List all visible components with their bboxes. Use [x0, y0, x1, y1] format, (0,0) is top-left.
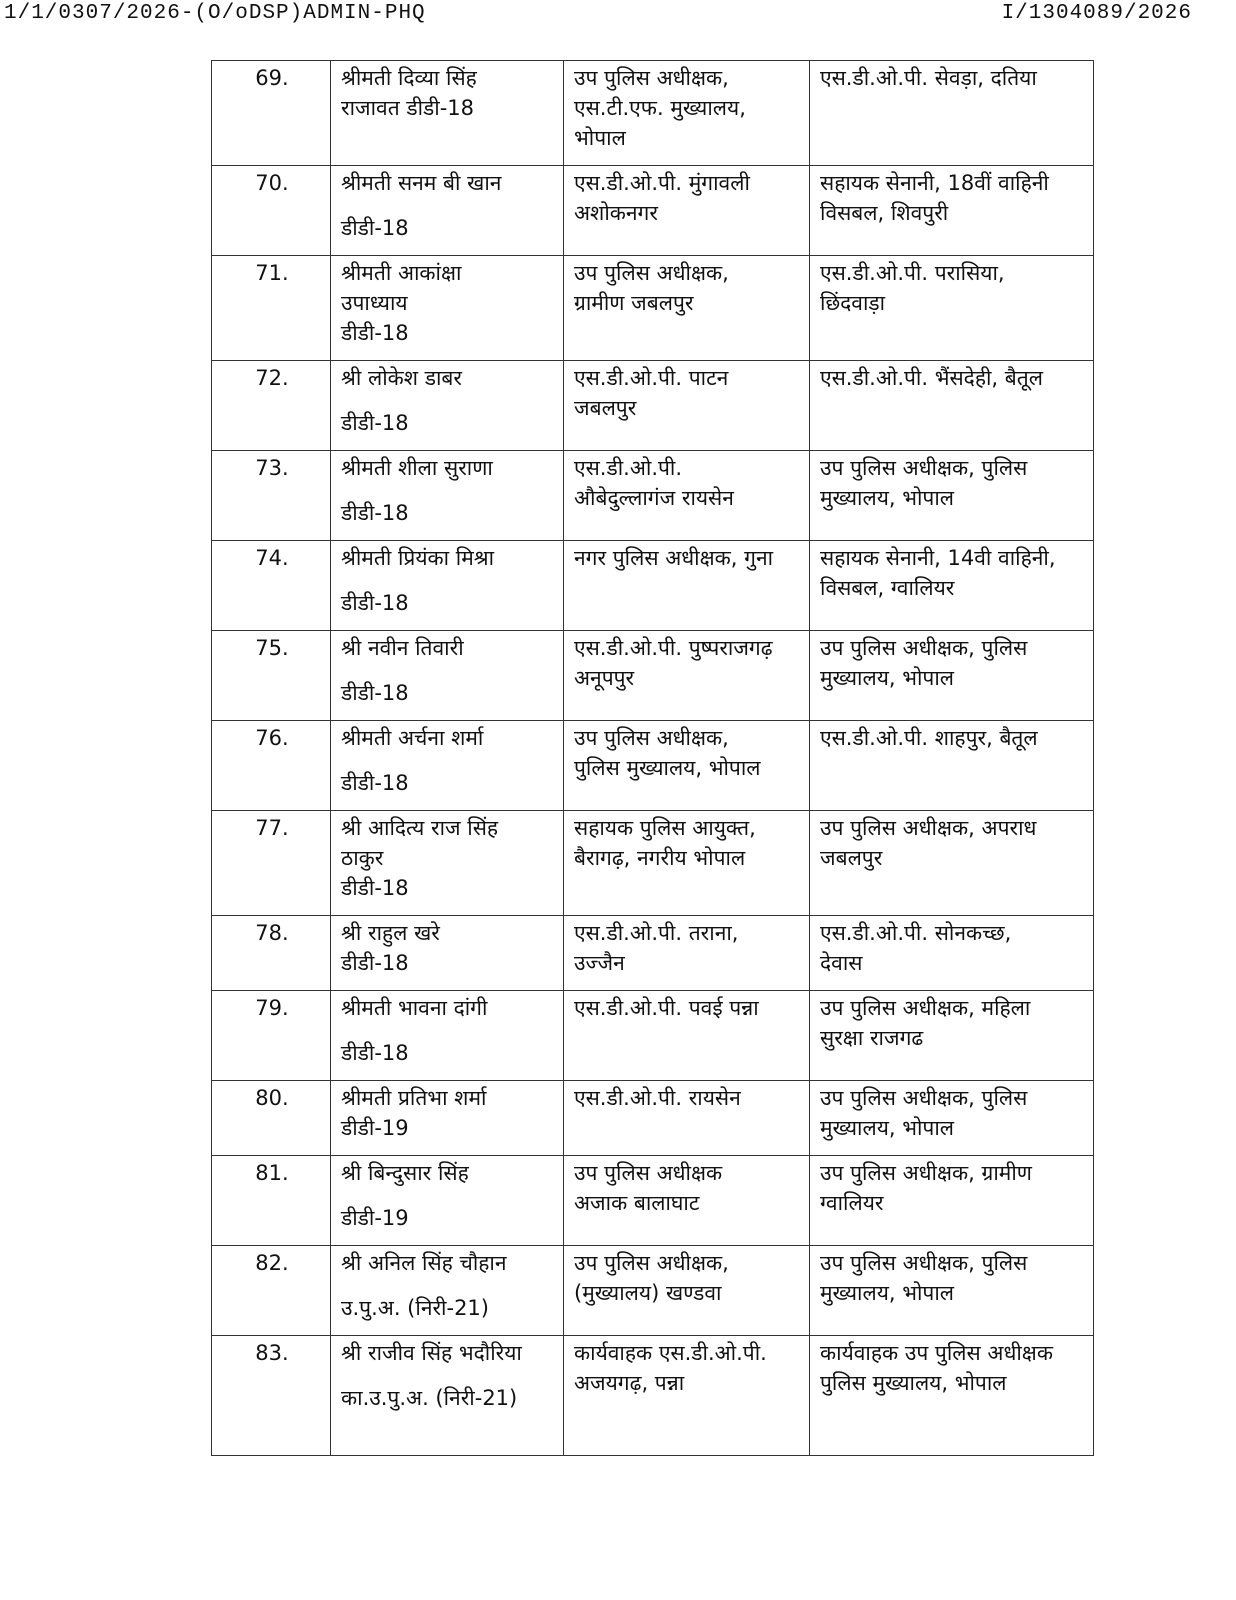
transfer-table-body	[212, 61, 1094, 1456]
table-row	[212, 721, 1094, 811]
table-row	[212, 166, 1094, 256]
officer-designation: डीडी-18	[341, 1041, 409, 1065]
serial-number: 80.	[212, 1081, 331, 1156]
serial-number: 74.	[212, 541, 331, 631]
table-row	[212, 916, 1094, 991]
officer-cell	[331, 451, 564, 541]
table-row	[212, 361, 1094, 451]
new-posting: सहायक सेनानी, 18वीं वाहिनी विसबल, शिवपुरी	[810, 166, 1094, 256]
officer-cell	[331, 541, 564, 631]
new-posting: उप पुलिस अधीक्षक, पुलिस मुख्यालय, भोपाल	[810, 1081, 1094, 1156]
officer-cell	[331, 811, 564, 916]
officer-name: श्री नवीन तिवारी	[341, 636, 464, 660]
table-row	[212, 256, 1094, 361]
current-posting: एस.डी.ओ.पी. औबेदुल्लागंज रायसेन	[564, 451, 810, 541]
serial-number: 83.	[212, 1336, 331, 1456]
officer-name: श्री बिन्दुसार सिंह	[341, 1161, 469, 1185]
serial-number: 70.	[212, 166, 331, 256]
serial-number: 81.	[212, 1156, 331, 1246]
officer-name: श्री आदित्य राज सिंह ठाकुर डीडी-18	[341, 816, 499, 900]
officer-name: श्री राजीव सिंह भदौरिया	[341, 1341, 522, 1365]
officer-cell	[331, 721, 564, 811]
table-row	[212, 811, 1094, 916]
serial-number: 73.	[212, 451, 331, 541]
officer-name: श्रीमती प्रियंका मिश्रा	[341, 546, 495, 570]
officer-designation: डीडी-18	[341, 591, 409, 615]
new-posting: उप पुलिस अधीक्षक, ग्रामीण ग्वालियर	[810, 1156, 1094, 1246]
officer-cell	[331, 166, 564, 256]
new-posting: एस.डी.ओ.पी. सोनकच्छ, देवास	[810, 916, 1094, 991]
officer-cell	[331, 991, 564, 1081]
officer-designation: डीडी-18	[341, 771, 409, 795]
table-row	[212, 541, 1094, 631]
new-posting: कार्यवाहक उप पुलिस अधीक्षक पुलिस मुख्यालय, भोपाल	[810, 1336, 1094, 1456]
current-posting: एस.डी.ओ.पी. मुंगावली अशोकनगर	[564, 166, 810, 256]
officer-name: श्री राहुल खरे डीडी-18	[341, 921, 440, 975]
officer-name: श्रीमती प्रतिभा शर्मा डीडी-19	[341, 1086, 487, 1140]
serial-number: 75.	[212, 631, 331, 721]
current-posting: उप पुलिस अधीक्षक, (मुख्यालय) खण्डवा	[564, 1246, 810, 1336]
current-posting: नगर पुलिस अधीक्षक, गुना	[564, 541, 810, 631]
current-posting: उप पुलिस अधीक्षक, ग्रामीण जबलपुर	[564, 256, 810, 361]
new-posting: उप पुलिस अधीक्षक, महिला सुरक्षा राजगढ	[810, 991, 1094, 1081]
table-row	[212, 61, 1094, 166]
new-posting: उप पुलिस अधीक्षक, पुलिस मुख्यालय, भोपाल	[810, 631, 1094, 721]
officer-name: श्री अनिल सिंह चौहान	[341, 1251, 507, 1275]
new-posting: एस.डी.ओ.पी. भैंसदेही, बैतूल	[810, 361, 1094, 451]
new-posting: उप पुलिस अधीक्षक, पुलिस मुख्यालय, भोपाल	[810, 1246, 1094, 1336]
officer-designation: उ.पु.अ. (निरी-21)	[341, 1296, 489, 1320]
new-posting: एस.डी.ओ.पी. परासिया, छिंदवाड़ा	[810, 256, 1094, 361]
serial-number: 79.	[212, 991, 331, 1081]
officer-designation: डीडी-18	[341, 681, 409, 705]
officer-designation: डीडी-18	[341, 501, 409, 525]
current-posting: सहायक पुलिस आयुक्त, बैरागढ़, नगरीय भोपाल	[564, 811, 810, 916]
current-posting: एस.डी.ओ.पी. तराना, उज्जैन	[564, 916, 810, 991]
table-row	[212, 631, 1094, 721]
officer-cell	[331, 1336, 564, 1456]
officer-designation: का.उ.पु.अ. (निरी-21)	[341, 1386, 518, 1410]
table-row	[212, 1156, 1094, 1246]
table-row	[212, 451, 1094, 541]
serial-number: 69.	[212, 61, 331, 166]
serial-number: 77.	[212, 811, 331, 916]
officer-designation: डीडी-18	[341, 216, 409, 240]
officer-cell	[331, 916, 564, 991]
current-posting: उप पुलिस अधीक्षक अजाक बालाघाट	[564, 1156, 810, 1246]
current-posting: एस.डी.ओ.पी. रायसेन	[564, 1081, 810, 1156]
officer-cell	[331, 1081, 564, 1156]
new-posting: उप पुलिस अधीक्षक, पुलिस मुख्यालय, भोपाल	[810, 451, 1094, 541]
serial-number: 78.	[212, 916, 331, 991]
current-posting: उप पुलिस अधीक्षक, पुलिस मुख्यालय, भोपाल	[564, 721, 810, 811]
officer-name: श्रीमती शीला सुराणा	[341, 456, 493, 480]
table-row	[212, 991, 1094, 1081]
officer-designation: डीडी-19	[341, 1206, 409, 1230]
serial-number: 76.	[212, 721, 331, 811]
table-row	[212, 1246, 1094, 1336]
table-row	[212, 1081, 1094, 1156]
document-reference: I/1304089/2026	[1001, 2, 1192, 25]
current-posting: एस.डी.ओ.पी. पाटन जबलपुर	[564, 361, 810, 451]
officer-cell	[331, 631, 564, 721]
serial-number: 72.	[212, 361, 331, 451]
officer-cell	[331, 61, 564, 166]
current-posting: कार्यवाहक एस.डी.ओ.पी. अजयगढ़, पन्ना	[564, 1336, 810, 1456]
officer-name: श्रीमती आकांक्षा उपाध्याय डीडी-18	[341, 261, 462, 345]
officer-name: श्री लोकेश डाबर	[341, 366, 462, 390]
serial-number: 71.	[212, 256, 331, 361]
serial-number: 82.	[212, 1246, 331, 1336]
officer-name: श्रीमती अर्चना शर्मा	[341, 726, 484, 750]
new-posting: एस.डी.ओ.पी. सेवड़ा, दतिया	[810, 61, 1094, 166]
new-posting: एस.डी.ओ.पी. शाहपुर, बैतूल	[810, 721, 1094, 811]
transfer-table	[211, 60, 1094, 1456]
current-posting: एस.डी.ओ.पी. पवई पन्ना	[564, 991, 810, 1081]
officer-cell	[331, 361, 564, 451]
new-posting: उप पुलिस अधीक्षक, अपराध जबलपुर	[810, 811, 1094, 916]
officer-cell	[331, 256, 564, 361]
officer-cell	[331, 1246, 564, 1336]
officer-name: श्रीमती भावना दांगी	[341, 996, 488, 1020]
file-reference: 1/1/0307/2026-(O/oDSP)ADMIN-PHQ	[4, 2, 426, 25]
current-posting: एस.डी.ओ.पी. पुष्पराजगढ़ अनूपपुर	[564, 631, 810, 721]
table-row	[212, 1336, 1094, 1456]
new-posting: सहायक सेनानी, 14वी वाहिनी, विसबल, ग्वालियर	[810, 541, 1094, 631]
officer-cell	[331, 1156, 564, 1246]
officer-name: श्रीमती सनम बी खान	[341, 171, 502, 195]
officer-designation: डीडी-18	[341, 411, 409, 435]
officer-name: श्रीमती दिव्या सिंह राजावत डीडी-18	[341, 66, 477, 120]
current-posting: उप पुलिस अधीक्षक, एस.टी.एफ. मुख्यालय, भोपाल	[564, 61, 810, 166]
